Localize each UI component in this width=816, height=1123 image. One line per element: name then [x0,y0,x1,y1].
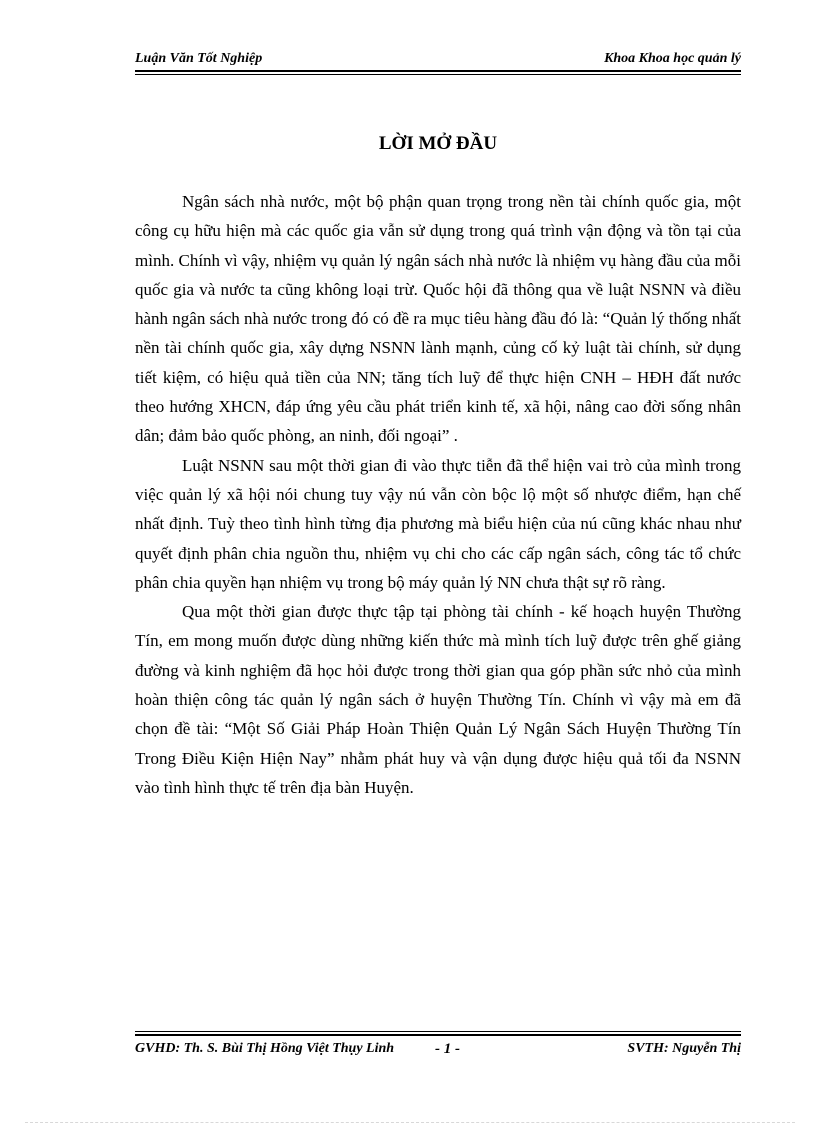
body-text [135,187,741,802]
header-faculty-label: Khoa Khoa học quản lý [604,51,741,66]
paragraph-2: Luật NSNN sau một thời gian đi vào thực tiễn đã thể hiện vai trò của mình trong việc quản lý xã hội nói chung tuy vậy nú vẫn còn bộc lộ một số nhược điểm, hạn chế nhất định. Tuỳ theo tình hình từng địa phương mà biểu hiện của nú cũng khác nhau như quyết định phân chia nguồn thu, nhiệm vụ chi cho các cấp ngân sách, công tác tổ chức phân chia quyền hạn nhiệm vụ trong bộ máy quản lý NN chưa thật sự rõ ràng. [135,455,741,592]
footer-advisor: GVHD: Th. S. Bùi Thị Hồng Việt Thụy Linh [135,1041,395,1056]
header-divider-thin [135,74,741,75]
footer-divider-thick [135,1034,741,1036]
footer-divider-thin [135,1031,741,1032]
page-number: - 1 - [435,1041,460,1057]
page-title: LỜI MỞ ĐẦU [378,133,498,154]
paragraph-1: Ngân sách nhà nước, một bộ phận quan trọng trong nền tài chính quốc gia, một công cụ hữu hiện mà các quốc gia vẫn sử dụng trong quá trình vận động và tồn tại của mình. Chính vì vậy, nhiệm vụ quản lý ngân sách nhà nước là nhiệm vụ hàng đầu của mỗi quốc gia và nước ta cũng không loại trừ. Quốc hội đã thông qua về luật NSNN và điều hành ngân sách nhà nước trong đó có đề ra mục tiêu hàng đầu đó là: “Quản lý thống nhất nền tài chính quốc gia, xây dựng NSNN lành mạnh, củng cố kỷ luật tài chính, sử dụng tiết kiệm, có hiệu quả tiền của NN; tăng tích luỹ để thực hiện CNH – HĐH đất nước theo hướng XHCN, đáp ứng yêu cầu phát triển kinh tế, xã hội, nâng cao đời sống nhân dân; đảm bảo quốc phòng, an ninh, đối ngoại” . [135,192,741,446]
page-header [135,50,741,70]
header-divider-thick [135,70,741,72]
header-thesis-label: Luận Văn Tốt Nghiệp [135,51,263,66]
paragraph-3: Qua một thời gian được thực tập tại phòng tài chính - kế hoạch huyện Thường Tín, em mong muốn được dùng những kiến thức mà mình tích luỹ được trên ghế giảng đường và kinh nghiệm đã học hỏi được trong thời gian qua góp phần sức nhỏ của mình hoàn thiện công tác quản lý ngân sách ở huyện Thường Tín. Chính vì vậy mà em đã chọn đề tài: “Một Số Giải Pháp Hoàn Thiện Quản Lý Ngân Sách Huyện Thường Tín Trong Điều Kiện Hiện Nay” nhằm phát huy và vận dụng được hiệu quả tối đa NSNN vào tình hình thực tế trên địa bàn Huyện. [135,602,741,797]
footer-student: SVTH: Nguyễn Thị [627,1041,741,1056]
